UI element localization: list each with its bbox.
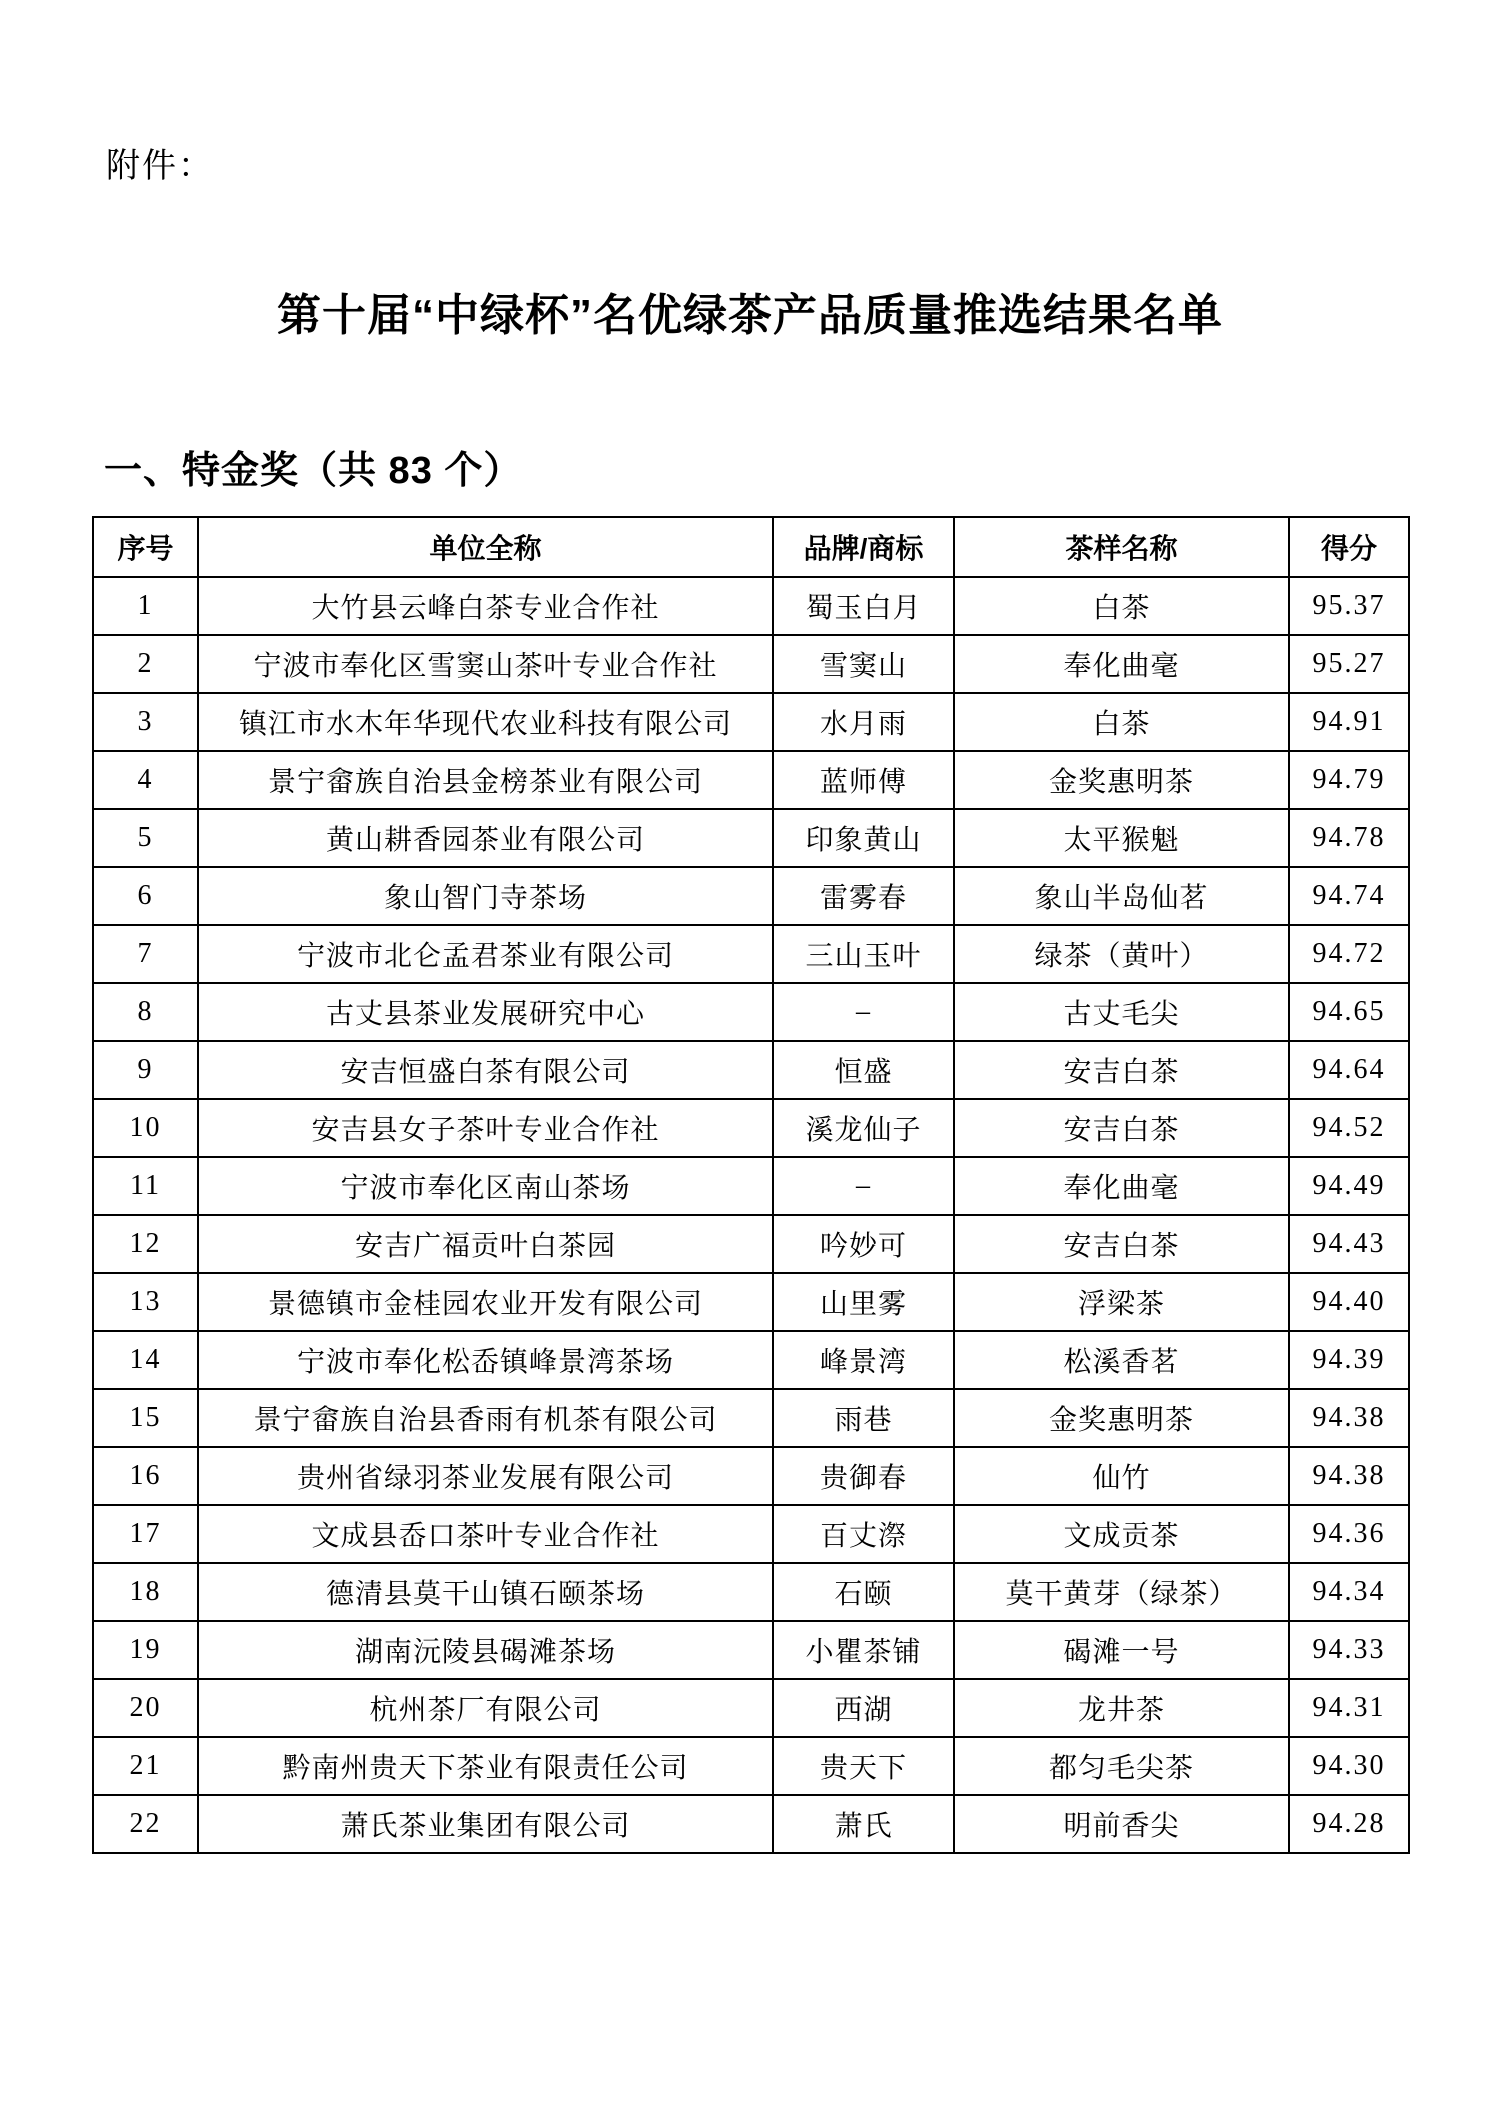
table-row [93, 693, 1409, 751]
cell-tea-name: 仙竹 [954, 1447, 1289, 1505]
cell-brand: 贵天下 [773, 1737, 954, 1795]
column-header-no: 序号 [93, 517, 198, 577]
cell-score: 94.78 [1289, 809, 1409, 867]
cell-brand: 三山玉叶 [773, 925, 954, 983]
table-row [93, 577, 1409, 635]
cell-unit-name: 德清县莫干山镇石颐茶场 [198, 1563, 773, 1621]
cell-brand: 峰景湾 [773, 1331, 954, 1389]
table-row [93, 1505, 1409, 1563]
cell-unit-name: 安吉广福贡叶白茶园 [198, 1215, 773, 1273]
cell-unit-name: 古丈县茶业发展研究中心 [198, 983, 773, 1041]
award-table [92, 516, 1410, 1854]
cell-brand: – [773, 983, 954, 1041]
cell-brand: 石颐 [773, 1563, 954, 1621]
cell-unit-name: 景宁畲族自治县金榜茶业有限公司 [198, 751, 773, 809]
cell-tea-name: 安吉白茶 [954, 1099, 1289, 1157]
cell-brand: 蓝师傅 [773, 751, 954, 809]
column-header-score: 得分 [1289, 517, 1409, 577]
attachment-label: 附件： [106, 148, 214, 185]
cell-row-number: 9 [93, 1041, 198, 1099]
table-row [93, 1737, 1409, 1795]
cell-row-number: 3 [93, 693, 198, 751]
cell-score: 94.30 [1289, 1737, 1409, 1795]
cell-brand: 雪窦山 [773, 635, 954, 693]
cell-brand: 水月雨 [773, 693, 954, 751]
table-row [93, 1331, 1409, 1389]
cell-tea-name: 白茶 [954, 577, 1289, 635]
cell-score: 94.43 [1289, 1215, 1409, 1273]
cell-score: 94.28 [1289, 1795, 1409, 1853]
cell-row-number: 4 [93, 751, 198, 809]
cell-tea-name: 白茶 [954, 693, 1289, 751]
cell-row-number: 22 [93, 1795, 198, 1853]
cell-row-number: 15 [93, 1389, 198, 1447]
cell-unit-name: 景德镇市金桂园农业开发有限公司 [198, 1273, 773, 1331]
table-row [93, 1679, 1409, 1737]
cell-tea-name: 浮梁茶 [954, 1273, 1289, 1331]
cell-row-number: 11 [93, 1157, 198, 1215]
award-table-header [93, 517, 1409, 577]
cell-unit-name: 湖南沅陵县碣滩茶场 [198, 1621, 773, 1679]
cell-brand: 雨巷 [773, 1389, 954, 1447]
cell-row-number: 5 [93, 809, 198, 867]
table-row [93, 1099, 1409, 1157]
cell-unit-name: 宁波市奉化区雪窦山茶叶专业合作社 [198, 635, 773, 693]
cell-unit-name: 杭州茶厂有限公司 [198, 1679, 773, 1737]
cell-unit-name: 大竹县云峰白茶专业合作社 [198, 577, 773, 635]
cell-brand: 贵御春 [773, 1447, 954, 1505]
cell-brand: 萧氏 [773, 1795, 954, 1853]
cell-tea-name: 奉化曲毫 [954, 635, 1289, 693]
cell-row-number: 20 [93, 1679, 198, 1737]
table-row [93, 1273, 1409, 1331]
cell-unit-name: 象山智门寺茶场 [198, 867, 773, 925]
award-table-body [93, 577, 1409, 1853]
table-row [93, 1041, 1409, 1099]
cell-row-number: 7 [93, 925, 198, 983]
cell-score: 95.27 [1289, 635, 1409, 693]
cell-brand: 吟妙可 [773, 1215, 954, 1273]
table-row [93, 751, 1409, 809]
cell-score: 94.38 [1289, 1447, 1409, 1505]
cell-tea-name: 松溪香茗 [954, 1331, 1289, 1389]
cell-unit-name: 宁波市奉化区南山茶场 [198, 1157, 773, 1215]
cell-unit-name: 宁波市奉化松岙镇峰景湾茶场 [198, 1331, 773, 1389]
table-row [93, 1447, 1409, 1505]
cell-score: 94.39 [1289, 1331, 1409, 1389]
cell-tea-name: 碣滩一号 [954, 1621, 1289, 1679]
cell-brand: 蜀玉白月 [773, 577, 954, 635]
table-row [93, 867, 1409, 925]
cell-score: 94.33 [1289, 1621, 1409, 1679]
section-heading-special-gold-award: 一、特金奖（共 83 个） [104, 450, 523, 492]
cell-brand: 山里雾 [773, 1273, 954, 1331]
cell-brand: 小瞿茶铺 [773, 1621, 954, 1679]
cell-score: 94.79 [1289, 751, 1409, 809]
cell-tea-name: 都匀毛尖茶 [954, 1737, 1289, 1795]
cell-row-number: 21 [93, 1737, 198, 1795]
cell-tea-name: 明前香尖 [954, 1795, 1289, 1853]
table-row [93, 809, 1409, 867]
cell-score: 94.34 [1289, 1563, 1409, 1621]
cell-unit-name: 贵州省绿羽茶业发展有限公司 [198, 1447, 773, 1505]
cell-score: 94.38 [1289, 1389, 1409, 1447]
cell-row-number: 19 [93, 1621, 198, 1679]
cell-brand: 雷雾春 [773, 867, 954, 925]
cell-unit-name: 镇江市水木年华现代农业科技有限公司 [198, 693, 773, 751]
cell-unit-name: 安吉县女子茶叶专业合作社 [198, 1099, 773, 1157]
cell-tea-name: 金奖惠明茶 [954, 751, 1289, 809]
cell-tea-name: 龙井茶 [954, 1679, 1289, 1737]
table-row [93, 1563, 1409, 1621]
cell-unit-name: 萧氏茶业集团有限公司 [198, 1795, 773, 1853]
cell-row-number: 12 [93, 1215, 198, 1273]
cell-score: 94.74 [1289, 867, 1409, 925]
cell-row-number: 6 [93, 867, 198, 925]
table-row [93, 1621, 1409, 1679]
table-row [93, 1157, 1409, 1215]
cell-tea-name: 绿茶（黄叶） [954, 925, 1289, 983]
cell-row-number: 17 [93, 1505, 198, 1563]
cell-tea-name: 金奖惠明茶 [954, 1389, 1289, 1447]
header-row [93, 517, 1409, 577]
cell-score: 94.65 [1289, 983, 1409, 1041]
cell-unit-name: 黄山耕香园茶业有限公司 [198, 809, 773, 867]
table-row [93, 1795, 1409, 1853]
cell-brand: 百丈漈 [773, 1505, 954, 1563]
cell-unit-name: 宁波市北仑孟君茶业有限公司 [198, 925, 773, 983]
cell-score: 94.72 [1289, 925, 1409, 983]
column-header-unit: 单位全称 [198, 517, 773, 577]
cell-score: 94.64 [1289, 1041, 1409, 1099]
cell-row-number: 13 [93, 1273, 198, 1331]
cell-brand: 西湖 [773, 1679, 954, 1737]
cell-row-number: 16 [93, 1447, 198, 1505]
cell-score: 94.91 [1289, 693, 1409, 751]
cell-brand: – [773, 1157, 954, 1215]
cell-row-number: 18 [93, 1563, 198, 1621]
cell-row-number: 10 [93, 1099, 198, 1157]
cell-score: 94.31 [1289, 1679, 1409, 1737]
cell-unit-name: 文成县岙口茶叶专业合作社 [198, 1505, 773, 1563]
cell-tea-name: 古丈毛尖 [954, 983, 1289, 1041]
cell-brand: 恒盛 [773, 1041, 954, 1099]
table-row [93, 1215, 1409, 1273]
cell-score: 95.37 [1289, 577, 1409, 635]
table-row [93, 925, 1409, 983]
cell-row-number: 14 [93, 1331, 198, 1389]
table-row [93, 983, 1409, 1041]
cell-score: 94.52 [1289, 1099, 1409, 1157]
cell-row-number: 8 [93, 983, 198, 1041]
cell-tea-name: 安吉白茶 [954, 1041, 1289, 1099]
column-header-tea: 茶样名称 [954, 517, 1289, 577]
table-row [93, 1389, 1409, 1447]
cell-score: 94.36 [1289, 1505, 1409, 1563]
cell-unit-name: 黔南州贵天下茶业有限责任公司 [198, 1737, 773, 1795]
cell-tea-name: 奉化曲毫 [954, 1157, 1289, 1215]
cell-tea-name: 安吉白茶 [954, 1215, 1289, 1273]
table-row [93, 635, 1409, 693]
cell-row-number: 2 [93, 635, 198, 693]
cell-brand: 印象黄山 [773, 809, 954, 867]
cell-tea-name: 莫干黄芽（绿茶） [954, 1563, 1289, 1621]
cell-tea-name: 象山半岛仙茗 [954, 867, 1289, 925]
cell-unit-name: 安吉恒盛白茶有限公司 [198, 1041, 773, 1099]
cell-tea-name: 太平猴魁 [954, 809, 1289, 867]
column-header-brand: 品牌/商标 [773, 517, 954, 577]
cell-score: 94.40 [1289, 1273, 1409, 1331]
cell-tea-name: 文成贡茶 [954, 1505, 1289, 1563]
cell-brand: 溪龙仙子 [773, 1099, 954, 1157]
cell-row-number: 1 [93, 577, 198, 635]
page-title: 第十届“中绿杯”名优绿茶产品质量推选结果名单 [277, 291, 1223, 340]
cell-unit-name: 景宁畲族自治县香雨有机茶有限公司 [198, 1389, 773, 1447]
cell-score: 94.49 [1289, 1157, 1409, 1215]
